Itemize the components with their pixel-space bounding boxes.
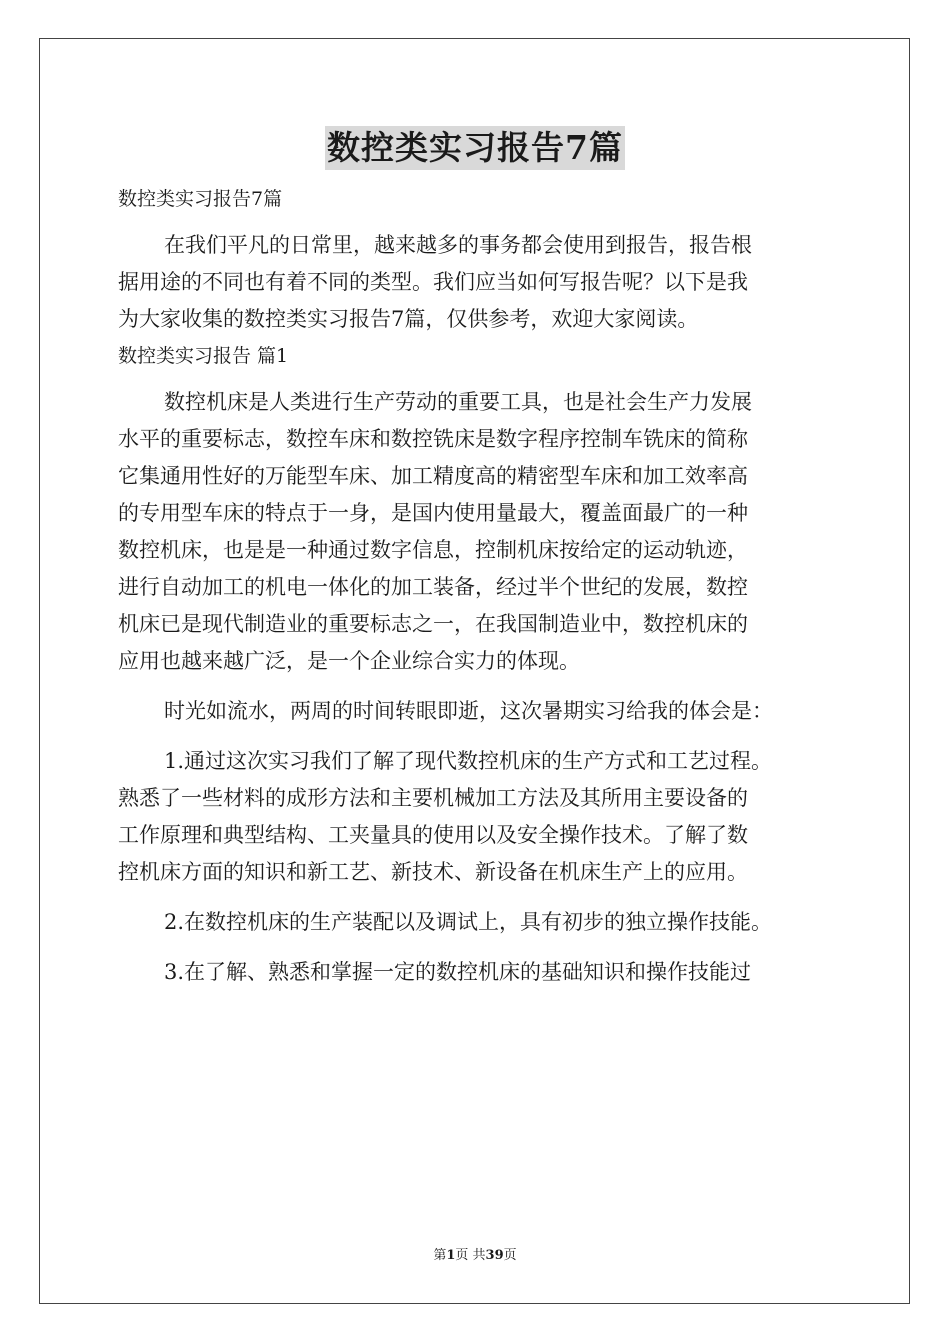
document-title-text: 数控类实习报告7篇 [325, 126, 625, 170]
paragraph-5-line-1: 3.在了解、熟悉和掌握一定的数控机床的基础知识和操作技能过 [164, 960, 752, 984]
footer-page-number: 1 [446, 1248, 456, 1263]
intro-line-1: 在我们平凡的日常里，越来越多的事务都会使用到报告，报告根 [164, 233, 752, 257]
page-footer [0, 1247, 950, 1265]
paragraph-1-line-1: 数控机床是人类进行生产劳动的重要工具，也是社会生产力发展 [164, 390, 752, 414]
paragraph-4 [118, 904, 858, 941]
paragraph-3 [118, 743, 858, 891]
section-heading: 数控类实习报告 篇1 [118, 345, 289, 367]
paragraph-1-line-3: 它集通用性好的万能型车床、加工精度高的精密型车床和加工效率高 [118, 464, 748, 488]
document-body [118, 181, 858, 991]
paragraph-4-line-1: 2.在数控机床的生产装配以及调试上，具有初步的独立操作技能。 [164, 910, 773, 934]
paragraph-1-line-6: 进行自动加工的机电一体化的加工装备，经过半个世纪的发展，数控 [118, 575, 748, 599]
paragraph-3-line-1: 1.通过这次实习我们了解了现代数控机床的生产方式和工艺过程。 [164, 749, 773, 773]
footer-middle: 页 共 [455, 1248, 486, 1263]
footer-total-pages: 39 [485, 1248, 504, 1263]
paragraph-3-line-4: 控机床方面的知识和新工艺、新技术、新设备在机床生产上的应用。 [118, 860, 748, 884]
paragraph-3-line-2: 熟悉了一些材料的成形方法和主要机械加工方法及其所用主要设备的 [118, 786, 748, 810]
footer-prefix: 第 [433, 1248, 447, 1263]
paragraph-1-line-8: 应用也越来越广泛，是一个企业综合实力的体现。 [118, 649, 580, 673]
paragraph-1-line-5: 数控机床，也是是一种通过数字信息，控制机床按给定的运动轨迹， [118, 538, 748, 562]
footer-suffix: 页 [503, 1248, 517, 1263]
intro-line-3: 为大家收集的数控类实习报告7篇，仅供参考，欢迎大家阅读。 [118, 307, 699, 331]
intro-paragraph [118, 227, 858, 338]
document-title [0, 126, 950, 170]
paragraph-5 [118, 954, 858, 991]
paragraph-2-line-1: 时光如流水，两周的时间转眼即逝，这次暑期实习给我的体会是： [164, 699, 773, 723]
paragraph-2 [118, 693, 858, 730]
document-subtitle-line: 数控类实习报告7篇 [118, 188, 283, 210]
paragraph-1-line-2: 水平的重要标志，数控车床和数控铣床是数字程序控制车铣床的简称 [118, 427, 748, 451]
intro-line-2: 据用途的不同也有着不同的类型。我们应当如何写报告呢？以下是我 [118, 270, 748, 294]
paragraph-1-line-7: 机床已是现代制造业的重要标志之一，在我国制造业中，数控机床的 [118, 612, 748, 636]
paragraph-1 [118, 384, 858, 680]
paragraph-3-line-3: 工作原理和典型结构、工夹量具的使用以及安全操作技术。了解了数 [118, 823, 748, 847]
paragraph-1-line-4: 的专用型车床的特点于一身，是国内使用量最大，覆盖面最广的一种 [118, 501, 748, 525]
